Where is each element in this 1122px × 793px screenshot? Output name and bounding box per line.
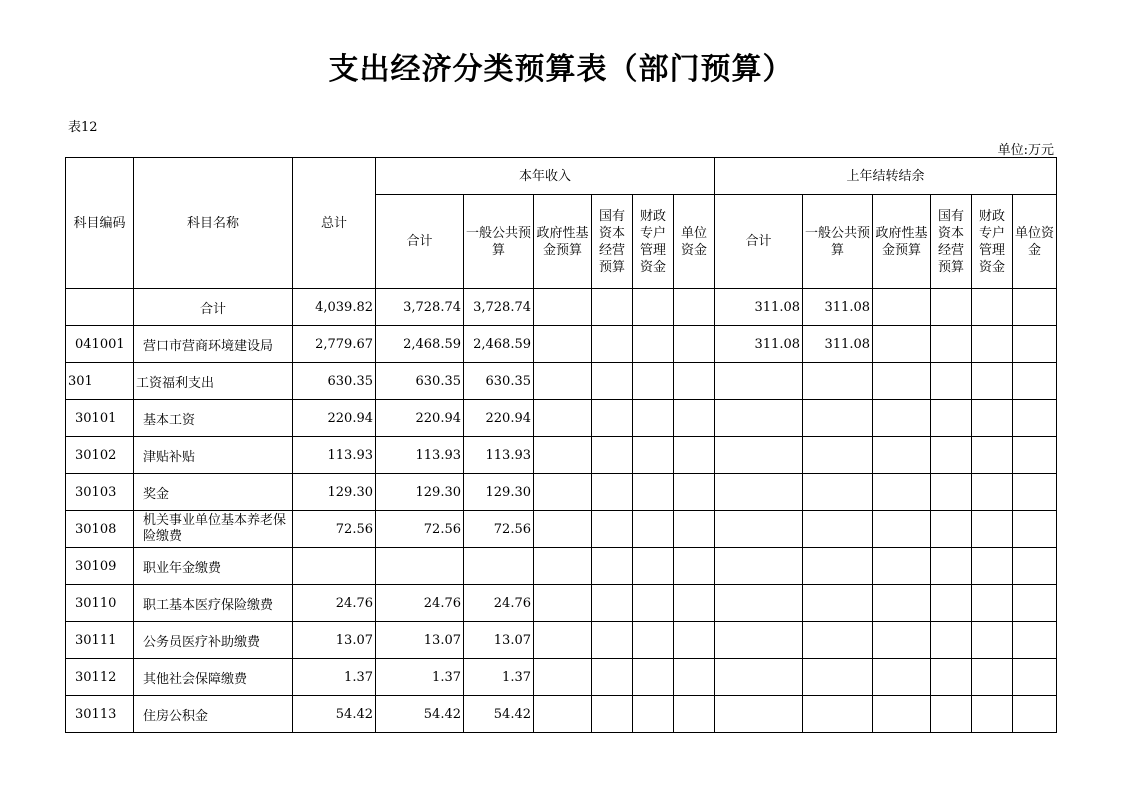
cell-c-sum: 630.35 xyxy=(376,363,464,400)
cell-c-unit xyxy=(674,363,715,400)
header-carryover-state-capital: 国有资本经营预算 xyxy=(931,195,972,289)
header-current-year: 本年收入 xyxy=(376,158,715,195)
cell-c-unit xyxy=(674,289,715,326)
cell-p-unit xyxy=(1013,437,1057,474)
table-row xyxy=(66,511,1057,548)
cell-c-fund xyxy=(534,622,592,659)
cell-c-fund xyxy=(534,474,592,511)
cell-c-cap xyxy=(592,363,633,400)
cell-c-fund xyxy=(534,511,592,548)
cell-c-gen: 72.56 xyxy=(464,511,534,548)
cell-p-unit xyxy=(1013,326,1057,363)
cell-c-unit xyxy=(674,400,715,437)
cell-p-cap xyxy=(931,326,972,363)
cell-p-gen xyxy=(803,696,873,733)
cell-c-fund xyxy=(534,326,592,363)
cell-code: 041001 xyxy=(66,326,134,363)
cell-c-gen: 2,468.59 xyxy=(464,326,534,363)
cell-c-gen: 24.76 xyxy=(464,585,534,622)
cell-c-sum: 2,468.59 xyxy=(376,326,464,363)
cell-p-fund xyxy=(873,437,931,474)
page-title: 支出经济分类预算表（部门预算） xyxy=(328,52,794,87)
table-row xyxy=(66,400,1057,437)
header-carryover-unit-fund: 单位资金 xyxy=(1013,195,1057,289)
header-current-unit-fund: 单位资金 xyxy=(674,195,715,289)
cell-c-cap xyxy=(592,511,633,548)
cell-code: 30101 xyxy=(66,400,134,437)
table-row xyxy=(66,437,1057,474)
cell-code xyxy=(66,289,134,326)
cell-p-unit xyxy=(1013,622,1057,659)
cell-total: 24.76 xyxy=(293,585,376,622)
cell-p-gen: 311.08 xyxy=(803,289,873,326)
cell-p-gen xyxy=(803,511,873,548)
cell-name: 奖金 xyxy=(134,474,293,511)
cell-c-spec xyxy=(633,659,674,696)
cell-code: 30110 xyxy=(66,585,134,622)
table-row xyxy=(66,548,1057,585)
table-row xyxy=(66,474,1057,511)
cell-p-unit xyxy=(1013,474,1057,511)
cell-p-gen xyxy=(803,474,873,511)
cell-p-fund xyxy=(873,622,931,659)
cell-c-spec xyxy=(633,400,674,437)
cell-p-spec xyxy=(972,659,1013,696)
cell-total: 2,779.67 xyxy=(293,326,376,363)
cell-name: 津贴补贴 xyxy=(134,437,293,474)
cell-p-sum xyxy=(715,585,803,622)
cell-c-gen: 129.30 xyxy=(464,474,534,511)
cell-c-fund xyxy=(534,437,592,474)
cell-c-unit xyxy=(674,437,715,474)
cell-c-gen: 3,728.74 xyxy=(464,289,534,326)
cell-p-sum xyxy=(715,511,803,548)
table-number: 表12 xyxy=(68,120,98,135)
cell-c-spec xyxy=(633,511,674,548)
cell-c-spec xyxy=(633,585,674,622)
cell-c-unit xyxy=(674,511,715,548)
cell-p-sum: 311.08 xyxy=(715,326,803,363)
cell-name: 合计 xyxy=(134,289,293,326)
cell-p-unit xyxy=(1013,659,1057,696)
table-row xyxy=(66,363,1057,400)
cell-c-sum: 3,728.74 xyxy=(376,289,464,326)
cell-c-sum xyxy=(376,548,464,585)
cell-c-fund xyxy=(534,659,592,696)
cell-p-gen xyxy=(803,585,873,622)
cell-c-cap xyxy=(592,437,633,474)
cell-code: 30113 xyxy=(66,696,134,733)
cell-p-spec xyxy=(972,511,1013,548)
cell-p-unit xyxy=(1013,511,1057,548)
cell-c-cap xyxy=(592,696,633,733)
table-row xyxy=(66,585,1057,622)
cell-p-unit xyxy=(1013,400,1057,437)
header-current-sum: 合计 xyxy=(376,195,464,289)
cell-c-gen: 630.35 xyxy=(464,363,534,400)
cell-p-cap xyxy=(931,511,972,548)
cell-p-sum xyxy=(715,474,803,511)
cell-c-sum: 13.07 xyxy=(376,622,464,659)
cell-p-cap xyxy=(931,548,972,585)
header-code: 科目编码 xyxy=(66,158,134,289)
cell-p-spec xyxy=(972,696,1013,733)
cell-c-sum: 129.30 xyxy=(376,474,464,511)
cell-c-spec xyxy=(633,289,674,326)
cell-p-sum xyxy=(715,696,803,733)
header-carryover-general: 一般公共预算 xyxy=(803,195,873,289)
cell-name: 工资福利支出 xyxy=(134,363,293,400)
header-current-fund: 政府性基金预算 xyxy=(534,195,592,289)
cell-c-cap xyxy=(592,474,633,511)
cell-p-gen xyxy=(803,659,873,696)
cell-p-fund xyxy=(873,326,931,363)
cell-p-cap xyxy=(931,437,972,474)
cell-c-spec xyxy=(633,326,674,363)
header-carryover-sum: 合计 xyxy=(715,195,803,289)
table-row xyxy=(66,622,1057,659)
cell-p-fund xyxy=(873,289,931,326)
cell-c-sum: 1.37 xyxy=(376,659,464,696)
cell-c-sum: 24.76 xyxy=(376,585,464,622)
header-name: 科目名称 xyxy=(134,158,293,289)
cell-p-sum xyxy=(715,548,803,585)
cell-c-fund xyxy=(534,585,592,622)
cell-c-cap xyxy=(592,548,633,585)
header-current-general: 一般公共预算 xyxy=(464,195,534,289)
cell-c-unit xyxy=(674,326,715,363)
cell-p-spec xyxy=(972,289,1013,326)
header-carryover: 上年结转结余 xyxy=(715,158,1057,195)
cell-c-sum: 220.94 xyxy=(376,400,464,437)
cell-c-spec xyxy=(633,474,674,511)
cell-code: 30112 xyxy=(66,659,134,696)
cell-c-fund xyxy=(534,548,592,585)
table-row xyxy=(66,326,1057,363)
table-body xyxy=(66,289,1057,733)
cell-name: 基本工资 xyxy=(134,400,293,437)
table-row xyxy=(66,289,1057,326)
cell-p-cap xyxy=(931,400,972,437)
cell-c-gen: 220.94 xyxy=(464,400,534,437)
cell-name: 职工基本医疗保险缴费 xyxy=(134,585,293,622)
cell-p-sum xyxy=(715,400,803,437)
cell-code: 30109 xyxy=(66,548,134,585)
header-current-state-capital: 国有资本经营预算 xyxy=(592,195,633,289)
cell-c-sum: 72.56 xyxy=(376,511,464,548)
budget-table xyxy=(65,157,1057,733)
cell-total: 4,039.82 xyxy=(293,289,376,326)
header-total: 总计 xyxy=(293,158,376,289)
cell-total: 13.07 xyxy=(293,622,376,659)
cell-c-gen: 54.42 xyxy=(464,696,534,733)
cell-c-cap xyxy=(592,289,633,326)
cell-p-fund xyxy=(873,548,931,585)
cell-p-sum xyxy=(715,437,803,474)
cell-p-fund xyxy=(873,659,931,696)
cell-c-fund xyxy=(534,696,592,733)
cell-c-sum: 54.42 xyxy=(376,696,464,733)
cell-c-unit xyxy=(674,474,715,511)
cell-p-gen xyxy=(803,437,873,474)
cell-c-spec xyxy=(633,363,674,400)
cell-c-cap xyxy=(592,400,633,437)
cell-p-fund xyxy=(873,400,931,437)
cell-c-cap xyxy=(592,659,633,696)
cell-p-gen xyxy=(803,622,873,659)
cell-p-fund xyxy=(873,585,931,622)
cell-c-unit xyxy=(674,622,715,659)
cell-total: 129.30 xyxy=(293,474,376,511)
cell-c-spec xyxy=(633,548,674,585)
cell-name: 职业年金缴费 xyxy=(134,548,293,585)
cell-c-fund xyxy=(534,400,592,437)
cell-total: 113.93 xyxy=(293,437,376,474)
cell-total: 72.56 xyxy=(293,511,376,548)
cell-c-sum: 113.93 xyxy=(376,437,464,474)
cell-p-unit xyxy=(1013,289,1057,326)
cell-p-cap xyxy=(931,622,972,659)
cell-total: 630.35 xyxy=(293,363,376,400)
cell-p-unit xyxy=(1013,696,1057,733)
cell-code: 30103 xyxy=(66,474,134,511)
cell-c-cap xyxy=(592,622,633,659)
cell-c-fund xyxy=(534,363,592,400)
cell-p-unit xyxy=(1013,585,1057,622)
cell-c-unit xyxy=(674,585,715,622)
cell-p-fund xyxy=(873,696,931,733)
cell-c-gen: 1.37 xyxy=(464,659,534,696)
cell-p-unit xyxy=(1013,548,1057,585)
cell-p-spec xyxy=(972,326,1013,363)
header-carryover-special: 财政专户管理资金 xyxy=(972,195,1013,289)
unit-label: 单位:万元 xyxy=(997,143,1054,158)
cell-code: 301 xyxy=(66,363,134,400)
cell-p-sum xyxy=(715,659,803,696)
cell-total: 1.37 xyxy=(293,659,376,696)
cell-p-cap xyxy=(931,474,972,511)
cell-c-gen xyxy=(464,548,534,585)
cell-name: 营口市营商环境建设局 xyxy=(134,326,293,363)
cell-c-gen: 13.07 xyxy=(464,622,534,659)
table-row xyxy=(66,659,1057,696)
cell-p-unit xyxy=(1013,363,1057,400)
cell-p-cap xyxy=(931,659,972,696)
cell-p-spec xyxy=(972,437,1013,474)
cell-c-gen: 113.93 xyxy=(464,437,534,474)
cell-name: 公务员医疗补助缴费 xyxy=(134,622,293,659)
header-current-special: 财政专户管理资金 xyxy=(633,195,674,289)
cell-total: 220.94 xyxy=(293,400,376,437)
cell-p-sum xyxy=(715,363,803,400)
cell-p-spec xyxy=(972,585,1013,622)
cell-p-spec xyxy=(972,400,1013,437)
cell-p-gen xyxy=(803,400,873,437)
cell-p-gen xyxy=(803,363,873,400)
cell-c-unit xyxy=(674,659,715,696)
cell-p-gen xyxy=(803,548,873,585)
cell-name: 住房公积金 xyxy=(134,696,293,733)
cell-p-gen: 311.08 xyxy=(803,326,873,363)
cell-p-spec xyxy=(972,474,1013,511)
cell-p-fund xyxy=(873,474,931,511)
cell-p-fund xyxy=(873,511,931,548)
table-row xyxy=(66,696,1057,733)
cell-code: 30111 xyxy=(66,622,134,659)
cell-c-unit xyxy=(674,696,715,733)
cell-total xyxy=(293,548,376,585)
cell-name: 其他社会保障缴费 xyxy=(134,659,293,696)
cell-total: 54.42 xyxy=(293,696,376,733)
cell-p-fund xyxy=(873,363,931,400)
cell-p-cap xyxy=(931,696,972,733)
cell-p-sum: 311.08 xyxy=(715,289,803,326)
cell-code: 30108 xyxy=(66,511,134,548)
cell-c-spec xyxy=(633,622,674,659)
cell-c-spec xyxy=(633,696,674,733)
cell-c-unit xyxy=(674,548,715,585)
cell-p-spec xyxy=(972,622,1013,659)
cell-c-cap xyxy=(592,585,633,622)
header-carryover-fund: 政府性基金预算 xyxy=(873,195,931,289)
cell-p-cap xyxy=(931,363,972,400)
cell-c-cap xyxy=(592,326,633,363)
cell-c-spec xyxy=(633,437,674,474)
cell-p-spec xyxy=(972,548,1013,585)
cell-c-fund xyxy=(534,289,592,326)
cell-p-spec xyxy=(972,363,1013,400)
cell-p-cap xyxy=(931,289,972,326)
cell-p-cap xyxy=(931,585,972,622)
cell-code: 30102 xyxy=(66,437,134,474)
cell-p-sum xyxy=(715,622,803,659)
cell-name: 机关事业单位基本养老保险缴费 xyxy=(134,511,293,548)
